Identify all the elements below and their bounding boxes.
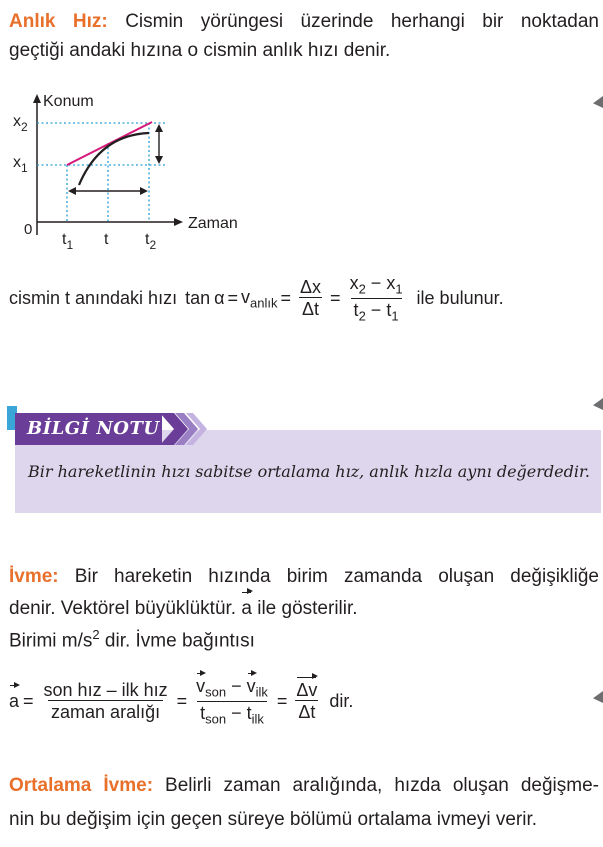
formula1-eq3: =	[330, 288, 341, 309]
anlik-hiz-line1	[9, 8, 599, 37]
ivme-text1: Bir hareketin hızında birim zamanda oluşan değişikliğe	[74, 566, 599, 587]
y-axis-label: Konum	[43, 93, 94, 110]
page-marker-3	[593, 691, 603, 703]
origin-label: 0	[24, 221, 33, 238]
formula2-frac1: $\frac{\text{son hız – ilk hız}}{\text{zaman aralığı}}$	[43, 679, 168, 723]
instant-velocity-formula	[9, 273, 504, 324]
anlik-hiz-text1: Cismin yörüngesi üzerinde herhangi bir noktadan	[125, 11, 599, 32]
formula1-suffix: ile bulunur.	[416, 288, 504, 309]
ivme-paragraph	[9, 563, 599, 656]
ivme-line2: denir. Vektörel büyüklüktür. a ile gösterilir.	[9, 595, 599, 624]
anlik-hiz-paragraph	[9, 8, 599, 65]
t-label: t	[104, 231, 109, 248]
formula1-v: $v_{anlık}$	[241, 287, 278, 311]
formula2-frac3: $\frac{\Delta v}{\Delta t}$	[296, 679, 318, 723]
formula2-eq1: =	[23, 691, 34, 712]
x-axis-label: Zaman	[188, 215, 238, 232]
x2-label: $x_2$	[13, 113, 28, 134]
info-note-title: BİLGİ NOTU	[15, 413, 162, 445]
formula1-frac1: $\frac{\Delta x}{\Delta t}$	[300, 276, 322, 320]
formula1-tan: tan	[185, 288, 211, 309]
t2-label: $t_2$	[145, 231, 157, 252]
formula1-prefix: cismin t anındaki hızı	[9, 288, 178, 309]
ortalama-ivme-line2: nin bu değişim için geçen süreye bölümü ortalama ivmeyi verir.	[9, 808, 538, 830]
delta-t-arrow-right	[140, 187, 148, 195]
y-axis-arrow	[33, 94, 41, 103]
page-marker-2	[593, 398, 603, 410]
chevron-right-icon	[160, 413, 208, 445]
formula1-alpha: α	[214, 288, 225, 309]
acceleration-vector-symbol: a	[241, 595, 252, 624]
ivme-line1	[9, 563, 599, 592]
acceleration-formula	[9, 676, 353, 727]
anlik-hiz-line2: geçtiği andaki hızına o cismin anlık hızı denir.	[9, 39, 391, 61]
tangent-line	[67, 122, 152, 165]
ivme-line3: Birimi $m/s^2$ dir. İvme bağıntısı	[9, 627, 255, 652]
ivme-title: İvme:	[9, 566, 59, 587]
x-axis-arrow	[174, 218, 183, 226]
anlik-hiz-title: Anlık Hız:	[9, 11, 108, 32]
delta-x-arrow-top	[155, 124, 163, 132]
formula2-suffix: dir.	[329, 691, 354, 712]
formula2-a: a	[9, 688, 19, 715]
info-note-text: Bir hareketlinin hızı sabitse ortalama hız, anlık hızla aynı değerdedir.	[28, 462, 590, 481]
ortalama-ivme-title: Ortalama İvme:	[9, 775, 154, 796]
formula2-eq3: =	[276, 691, 288, 712]
delta-x-arrow-bottom	[155, 156, 163, 164]
formula2-eq2: =	[176, 691, 188, 712]
ortalama-ivme-paragraph	[9, 772, 599, 834]
formula1-eq2: =	[280, 288, 292, 309]
page-marker-1	[593, 96, 603, 108]
position-time-graph	[0, 85, 260, 260]
t1-label: $t_1$	[62, 231, 74, 252]
formula2-frac2: $\frac{v_{son} - v_{ilk}}{t_{son} - t_{ilk}}$	[196, 676, 268, 727]
formula1-eq1: =	[227, 288, 239, 309]
formula1-frac2: $\frac{x_2 - x_1}{t_2 - t_1}$	[349, 273, 403, 324]
ortalama-ivme-line1	[9, 772, 599, 801]
delta-t-arrow-left	[68, 187, 76, 195]
ortalama-ivme-text1: Belirli zaman aralığında, hızda oluşan değişme-	[165, 775, 599, 796]
x1-label: $x_1$	[13, 154, 28, 175]
